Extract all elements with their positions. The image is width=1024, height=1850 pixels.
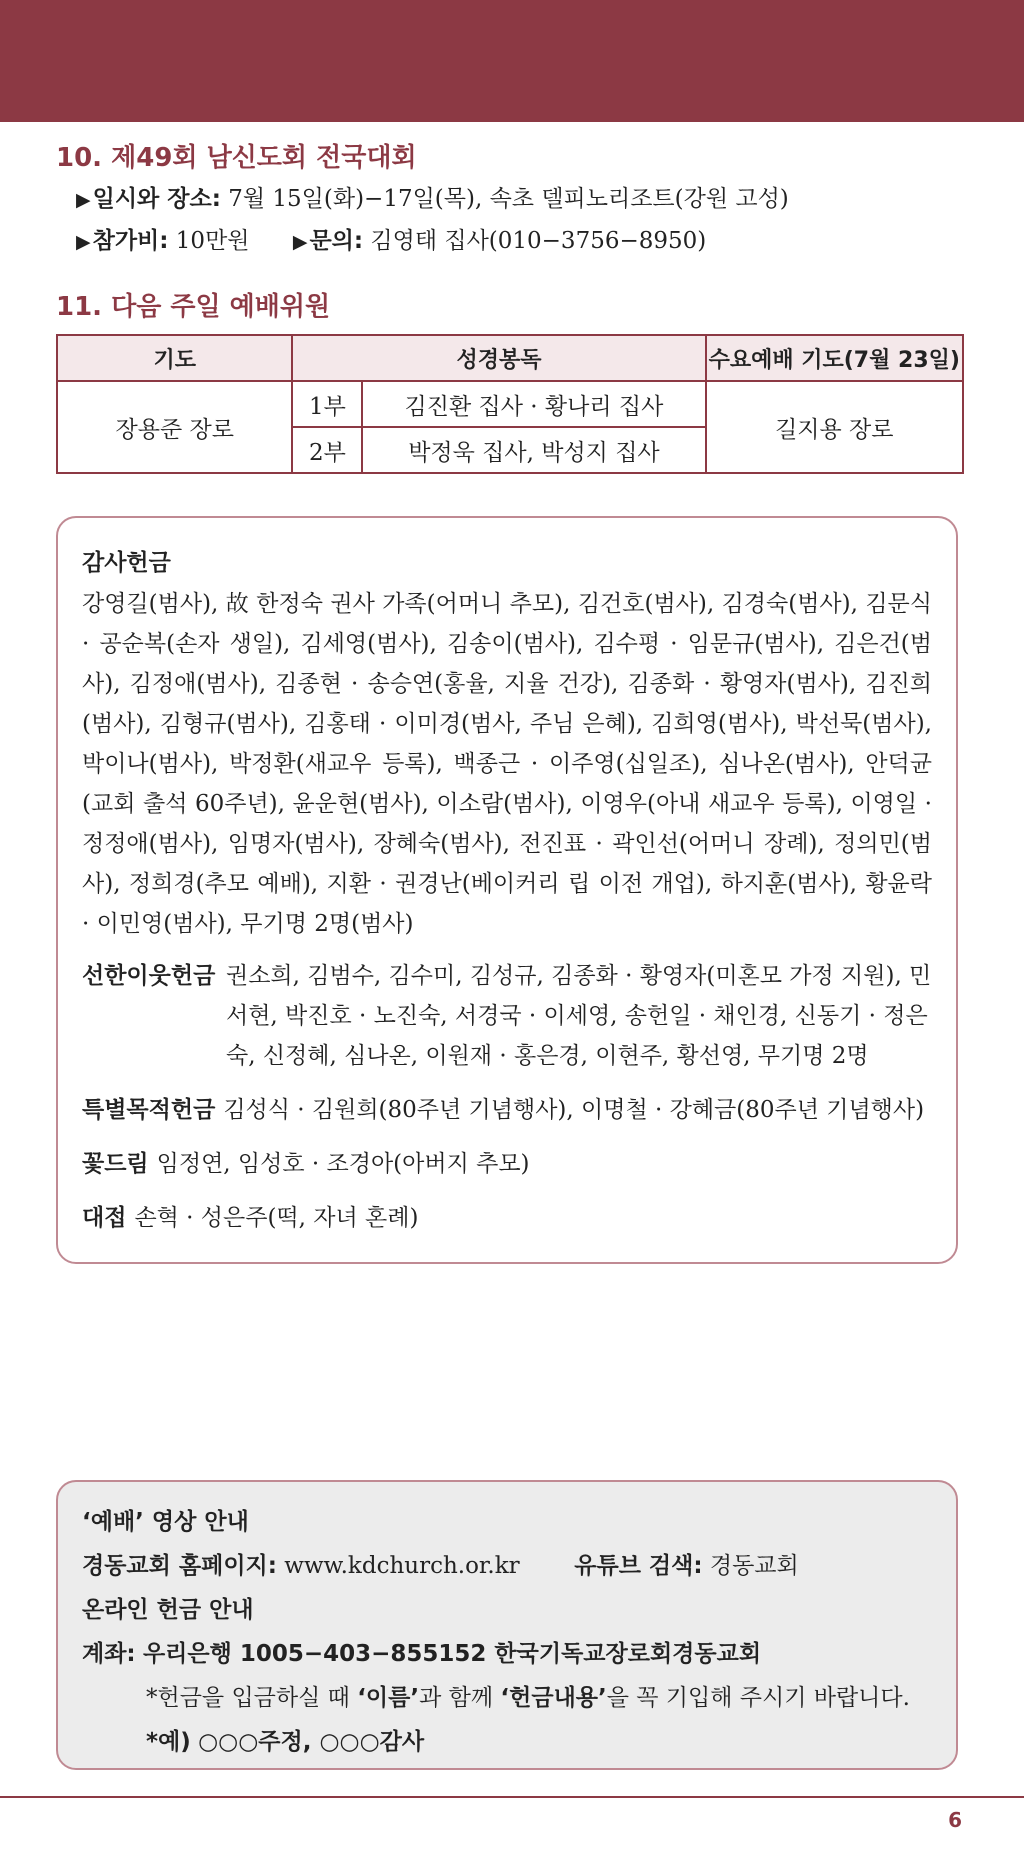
neighbor-offering	[82, 956, 932, 1076]
page-number: 6	[948, 1808, 962, 1832]
bullet-triangle-icon: ▶	[76, 231, 91, 253]
offering-note	[82, 1676, 932, 1720]
youtube-label: 유튜브 검색:	[574, 1553, 703, 1579]
note-text: *헌금을 입금하실 때	[146, 1685, 358, 1711]
fee-contact-line	[76, 222, 706, 255]
table-row	[57, 381, 963, 427]
homepage-line	[82, 1544, 932, 1588]
youtube-value: 경동교회	[709, 1553, 799, 1579]
reading-part: 1부	[292, 381, 362, 427]
contact-value: 김영태 집사(010−3756−8950)	[370, 228, 707, 254]
thanks-offering-title: 감사헌금	[82, 550, 171, 576]
schedule-label: 일시와 장소:	[92, 186, 221, 212]
offerings-box	[56, 516, 958, 1264]
info-box	[56, 1480, 958, 1770]
account-value: 우리은행 1005−403−855152 한국기독교장로회경동교회	[142, 1641, 762, 1667]
thanks-offering-list: 강영길(범사), 故 한정숙 권사 가족(어머니 추모), 김건호(범사), 김경숙(범사), 김문식 · 공순복(손자 생일), 김세영(범사), 김송이(범사), 김수평 · 임문규(범사), 김은건(범사), 김정애(범사), 김종현 · 송승연(홍율, 지율 건강), 김종화 · 황영자(범사), 김진희(범사), 김형규(범사), 김홍태 · 이미경(범사, 주님 은혜), 김희영(범사), 박선묵(범사), 박이나(범사), 박정환(새교우 등록), 백종근 · 이주영(십일조), 심나온(범사), 안덕균(교회 출석 60주년), 윤운현(범사), 이소람(범사), 이영우(아내 새교우 등록), 이영일 · 정정애(범사), 임명자(범사), 장혜숙(범사), 전진표 · 곽인선(어머니 장례), 정의민(범사), 정희경(추모 예배), 지환 · 권경난(베이커리 립 이전 개업), 하지훈(범사), 황윤락 · 이민영(범사), 무기명 2명(범사)	[82, 591, 932, 937]
top-banner	[0, 0, 1024, 122]
fee-value: 10만원	[175, 228, 250, 254]
note-name: ‘이름’	[357, 1685, 420, 1711]
bullet-triangle-icon: ▶	[292, 231, 308, 253]
section-11-heading: 11. 다음 주일 예배위원	[56, 292, 331, 322]
header-prayer: 기도	[57, 335, 292, 381]
flower-offering-label: 꽃드림	[82, 1151, 149, 1177]
wednesday-prayer-name: 길지용 장로	[706, 381, 963, 473]
prayer-name: 장용준 장로	[57, 381, 292, 473]
homepage-label: 경동교회 홈페이지:	[82, 1553, 277, 1579]
example-label: *예)	[146, 1729, 191, 1755]
offering-example	[82, 1720, 932, 1764]
schedule-line	[76, 180, 789, 213]
special-offering	[82, 1090, 932, 1130]
footer-divider	[0, 1796, 1024, 1798]
treat-offering-label: 대접	[82, 1205, 127, 1231]
section-10-heading: 10. 제49회 남신도회 전국대회	[56, 143, 417, 173]
worship-committee-table	[56, 334, 964, 474]
online-offering-title: 온라인 헌금 안내	[82, 1597, 254, 1623]
reading-names: 박정욱 집사, 박성지 집사	[362, 427, 705, 473]
special-offering-label: 특별목적헌금	[82, 1097, 216, 1123]
fee-label: 참가비:	[92, 228, 169, 254]
account-line	[82, 1632, 932, 1676]
reading-names: 김진환 집사 · 황나리 집사	[362, 381, 705, 427]
bullet-triangle-icon: ▶	[76, 189, 91, 211]
note-text: 과 함께	[419, 1685, 501, 1711]
video-guide-title: ‘예배’ 영상 안내	[82, 1509, 249, 1535]
table-header-row	[57, 335, 963, 381]
homepage-url[interactable]: www.kdchurch.or.kr	[284, 1553, 520, 1579]
header-wednesday-prayer: 수요예배 기도(7월 23일)	[706, 335, 963, 381]
special-offering-list: 김성식 · 김원희(80주년 기념행사), 이명철 · 강혜금(80주년 기념행사)	[223, 1097, 925, 1123]
contact-label: 문의:	[309, 228, 364, 254]
flower-offering	[82, 1144, 932, 1184]
treat-offering	[82, 1198, 932, 1238]
flower-offering-list: 임정연, 임성호 · 조경아(아버지 추모)	[156, 1151, 530, 1177]
schedule-value: 7월 15일(화)−17일(목), 속초 델피노리조트(강원 고성)	[228, 186, 789, 212]
example-value: ○○○주정, ○○○감사	[198, 1729, 425, 1755]
note-content: ‘헌금내용’	[500, 1685, 607, 1711]
note-text: 을 꼭 기입해 주시기 바랍니다.	[606, 1685, 910, 1711]
header-scripture-reading: 성경봉독	[292, 335, 705, 381]
neighbor-offering-list: 권소희, 김범수, 김수미, 김성규, 김종화 · 황영자(미혼모 가정 지원), 민서현, 박진호 · 노진숙, 서경국 · 이세영, 송헌일 · 채인경, 신동기 · 정은숙, 신정혜, 심나온, 이원재 · 홍은경, 이현주, 황선영, 무기명 2명	[226, 963, 932, 1069]
treat-offering-list: 손혁 · 성은주(떡, 자녀 혼례)	[134, 1205, 419, 1231]
account-label: 계좌:	[82, 1641, 136, 1667]
neighbor-offering-label: 선한이웃헌금	[82, 963, 216, 989]
reading-part: 2부	[292, 427, 362, 473]
